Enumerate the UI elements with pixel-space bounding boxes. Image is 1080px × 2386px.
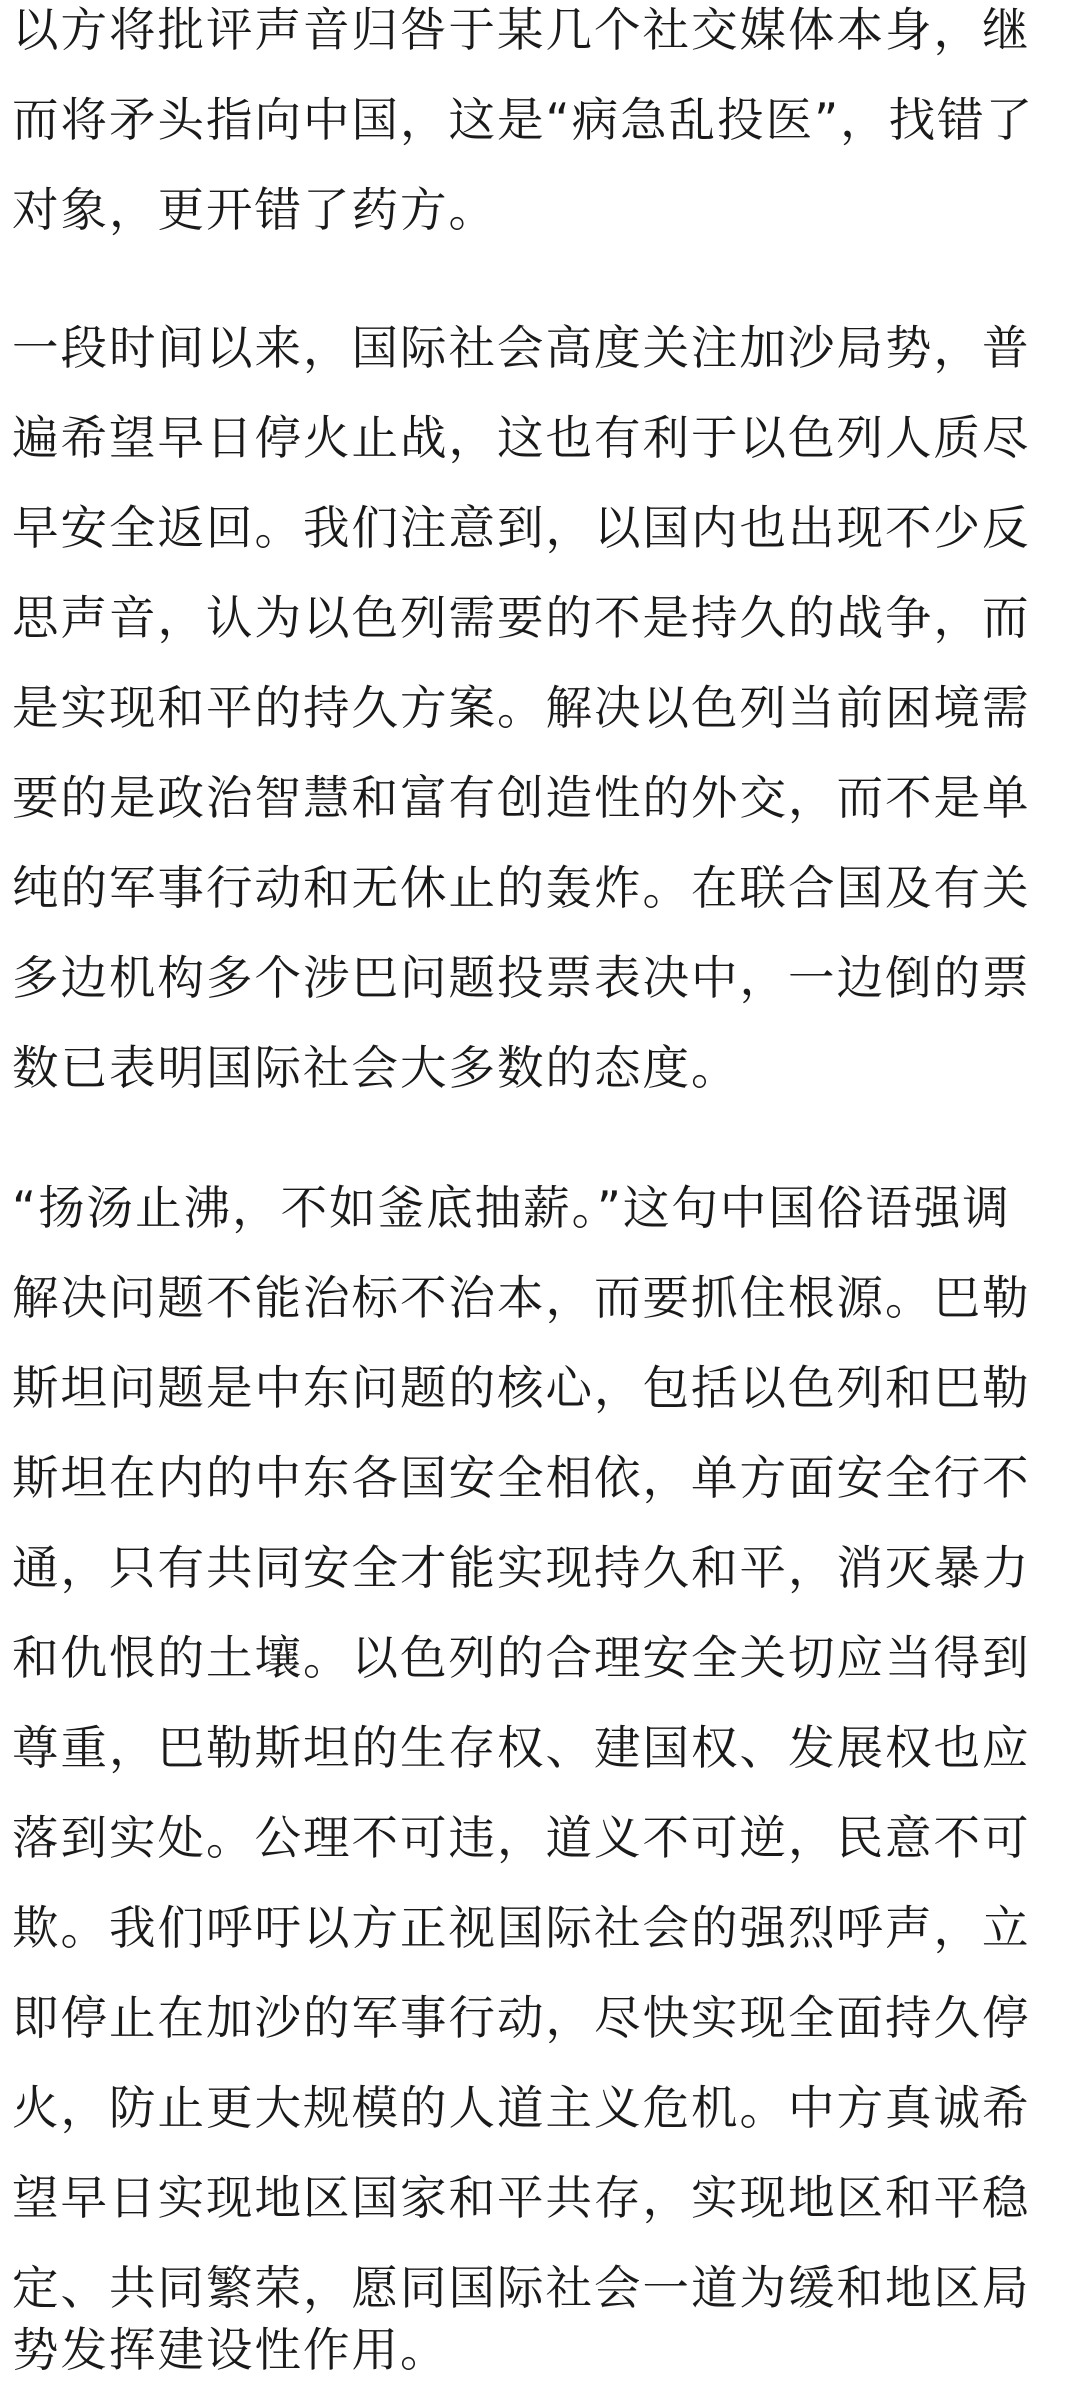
paragraph-line: 早安全返回。我们注意到，以国内也出现不少反 — [12, 501, 1031, 555]
paragraph-line: 势发挥建设性作用。 — [12, 2323, 449, 2377]
paragraph-line: 对象，更开错了药方。 — [12, 183, 497, 237]
paragraph-line: 遍希望早日停火止战，这也有利于以色列人质尽 — [12, 411, 1031, 465]
paragraph-line: 望早日实现地区国家和平共存，实现地区和平稳 — [12, 2171, 1031, 2225]
paragraph-line: 解决问题不能治标不治本，而要抓住根源。巴勒 — [12, 1271, 1031, 1325]
paragraph-line: 思声音，认为以色列需要的不是持久的战争，而 — [12, 591, 1031, 645]
paragraph-line: 纯的军事行动和无休止的轰炸。在联合国及有关 — [12, 861, 1031, 915]
paragraph-line: 火，防止更大规模的人道主义危机。中方真诚希 — [12, 2081, 1031, 2135]
paragraph-line: 欺。我们呼吁以方正视国际社会的强烈呼声，立 — [12, 1901, 1031, 1955]
paragraph-line: 定、共同繁荣，愿同国际社会一道为缓和地区局 — [12, 2261, 1031, 2315]
paragraph-line: 一段时间以来，国际社会高度关注加沙局势，普 — [12, 321, 1031, 375]
paragraph-line: 即停止在加沙的军事行动，尽快实现全面持久停 — [12, 1991, 1031, 2045]
paragraph-line: 斯坦问题是中东问题的核心，包括以色列和巴勒 — [12, 1361, 1031, 1415]
paragraph-line: “扬汤止沸，不如釜底抽薪。”这句中国俗语强调 — [12, 1181, 1011, 1235]
paragraph-line: 以方将批评声音归咎于某几个社交媒体本身，继 — [12, 3, 1031, 57]
paragraph-line: 而将矛头指向中国，这是“病急乱投医”，找错了 — [12, 93, 1035, 147]
paragraph-line: 是实现和平的持久方案。解决以色列当前困境需 — [12, 681, 1031, 735]
paragraph-line: 尊重，巴勒斯坦的生存权、建国权、发展权也应 — [12, 1721, 1031, 1775]
paragraph-line: 通，只有共同安全才能实现持久和平，消灭暴力 — [12, 1541, 1031, 1595]
paragraph-line: 数已表明国际社会大多数的态度。 — [12, 1041, 740, 1095]
paragraph-line: 斯坦在内的中东各国安全相依，单方面安全行不 — [12, 1451, 1031, 1505]
paragraph-line: 落到实处。公理不可违，道义不可逆，民意不可 — [12, 1811, 1031, 1865]
paragraph-line: 要的是政治智慧和富有创造性的外交，而不是单 — [12, 771, 1031, 825]
paragraph-line: 多边机构多个涉巴问题投票表决中，一边倒的票 — [12, 951, 1031, 1005]
paragraph-line: 和仇恨的土壤。以色列的合理安全关切应当得到 — [12, 1631, 1031, 1685]
